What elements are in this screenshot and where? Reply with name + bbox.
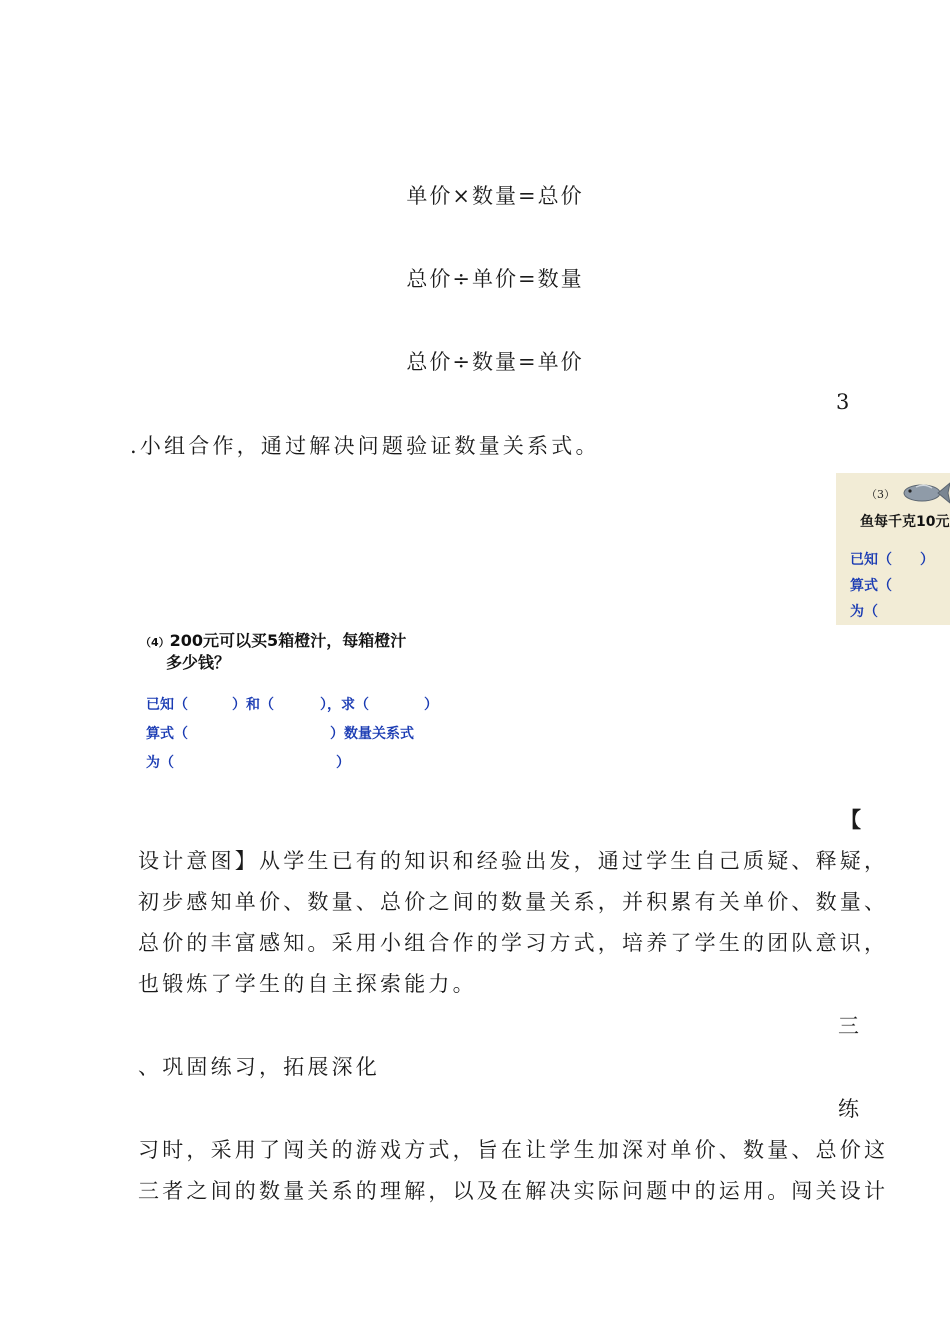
formula-3: 总价÷数量=单价	[406, 350, 584, 374]
design-intent-bracket: 【	[840, 808, 861, 832]
exercise-known: 已知（ ）	[850, 552, 934, 568]
exercise-number: （4）	[140, 636, 170, 649]
formula-1: 单价×数量=总价	[406, 184, 584, 208]
exercise-relation: 为（	[850, 604, 878, 620]
exercise-formula: 算式（	[850, 578, 892, 594]
formula-2: 总价÷单价=数量	[406, 267, 584, 291]
section-marker: 三	[838, 1014, 859, 1038]
known-and: ）和（	[232, 697, 274, 713]
exercise-card-3	[836, 473, 950, 625]
design-intent-line-4: 也锻炼了学生的自主探索能力。	[138, 972, 477, 996]
fish-icon	[898, 477, 950, 507]
known-prefix: 已知（	[146, 697, 188, 713]
question-line-1: 200元可以买5箱橙汁，每箱橙汁	[169, 631, 407, 650]
exercise-number: （3）	[866, 488, 895, 501]
practice-marker: 练	[838, 1097, 859, 1121]
step-text: .小组合作，通过解决问题验证数量关系式。	[130, 434, 600, 458]
exercise-card-4	[140, 628, 450, 778]
step-number: 3	[836, 390, 850, 414]
exercise-title: 鱼每千克10元	[860, 514, 950, 530]
design-intent-line-3: 总价的丰富感知。采用小组合作的学习方式，培养了学生的团队意识，	[138, 931, 889, 955]
section-title: 、巩固练习，拓展深化	[138, 1055, 380, 1079]
practice-line-2: 三者之间的数量关系的理解，以及在解决实际问题中的运用。闯关设计	[138, 1179, 889, 1203]
question-line-2: 多少钱？	[166, 653, 231, 672]
relation-close: ）	[336, 755, 350, 771]
relation-prefix: 为（	[146, 755, 174, 771]
formula-prefix: 算式（	[146, 726, 188, 742]
practice-line-1: 习时，采用了闯关的游戏方式，旨在让学生加深对单价、数量、总价这	[138, 1138, 889, 1162]
design-intent-line-2: 初步感知单价、数量、总价之间的数量关系，并积累有关单价、数量、	[138, 890, 889, 914]
known-close: ）	[424, 697, 438, 713]
design-intent-line-1: 设计意图】从学生已有的知识和经验出发，通过学生自己质疑、释疑，	[138, 849, 889, 873]
exercise-question	[140, 630, 406, 654]
known-find: ），求（	[320, 697, 369, 713]
formula-relation-label: ）数量关系式	[330, 726, 414, 742]
